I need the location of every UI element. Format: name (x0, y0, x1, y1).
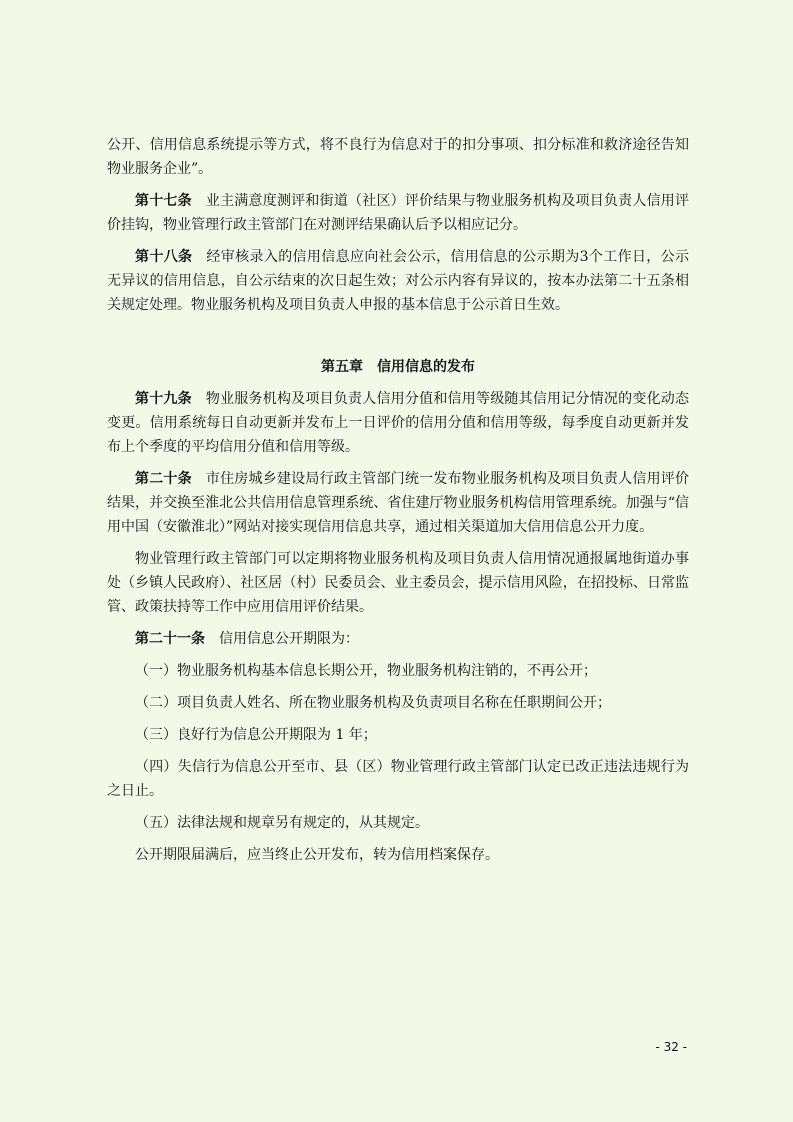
document-body (107, 133, 689, 875)
article-text: 市住房城乡建设局行政主管部门统一发布物业服务机构及项目负责人信用评价结果，并交换至淮北公共信用信息管理系统、省住建厅物业服务机构信用管理系统。加强与“信用中国（安徽淮北）”网站对接实现信用信息共享，通过相关渠道加大信用信息公开力度。 (107, 471, 690, 535)
article-label: 第十九条 (135, 391, 192, 407)
chapter-title: 信用信息的发布 (377, 359, 475, 375)
list-item: （三）良好行为信息公开期限为 1 年； (135, 727, 377, 743)
article-17 (107, 189, 689, 237)
list-item: （二）项目负责人姓名、所在物业服务机构及负责项目名称在任职期间公开； (135, 695, 611, 711)
article-text: 业主满意度测评和街道（社区）评价结果与物业服务机构及项目负责人信用评价挂钩，物业管理行政主管部门在对测评结果确认后予以相应记分。 (107, 193, 690, 233)
article-18 (107, 245, 689, 317)
list-item: （一）物业服务机构基本信息长期公开，物业服务机构注销的，不再公开； (135, 663, 597, 679)
article-20 (107, 467, 689, 539)
chapter-number: 第五章 (321, 359, 363, 375)
paragraph-closing: 公开期限届满后，应当终止公开发布，转为信用档案保存。 (135, 847, 499, 863)
article-19 (107, 387, 689, 459)
article-label: 第二十条 (135, 471, 192, 487)
chapter-heading (107, 355, 689, 379)
paragraph-report: 物业管理行政主管部门可以定期将物业服务机构及项目负责人信用情况通报属地街道办事处（乡镇人民政府）、社区居（村）民委员会、业主委员会，提示信用风险，在招投标、日常监管、政策扶持等工作中应用信用评价结果。 (107, 551, 689, 615)
article-label: 第二十一条 (135, 631, 205, 647)
article-label: 第十八条 (135, 249, 193, 265)
article-text: 经审核录入的信用信息应向社会公示，信用信息的公示期为3个工作日，公示无异议的信用信息，自公示结束的次日起生效；对公示内容有异议的，按本办法第二十五条相关规定处理。物业服务机构及项目负责人申报的基本信息于公示首日生效。 (107, 249, 690, 313)
page-number: - 32 - (655, 1040, 687, 1054)
article-21 (107, 627, 689, 651)
list-item: （五）法律法规和规章另有规定的，从其规定。 (135, 815, 429, 831)
paragraph-continued: 公开、信用信息系统提示等方式，将不良行为信息对于的扣分事项、扣分标准和救济途径告知物业服务企业”。 (107, 137, 689, 177)
article-text: 信用信息公开期限为： (219, 631, 359, 647)
list-item: （四）失信行为信息公开至市、县（区）物业管理行政主管部门认定已改正违法违规行为之日止。 (107, 759, 689, 799)
article-text: 物业服务机构及项目负责人信用分值和信用等级随其信用记分情况的变化动态变更。信用系统每日自动更新并发布上一日评价的信用分值和信用等级，每季度自动更新并发布上个季度的平均信用分值和信用等级。 (107, 391, 690, 455)
article-label: 第十七条 (135, 193, 192, 209)
